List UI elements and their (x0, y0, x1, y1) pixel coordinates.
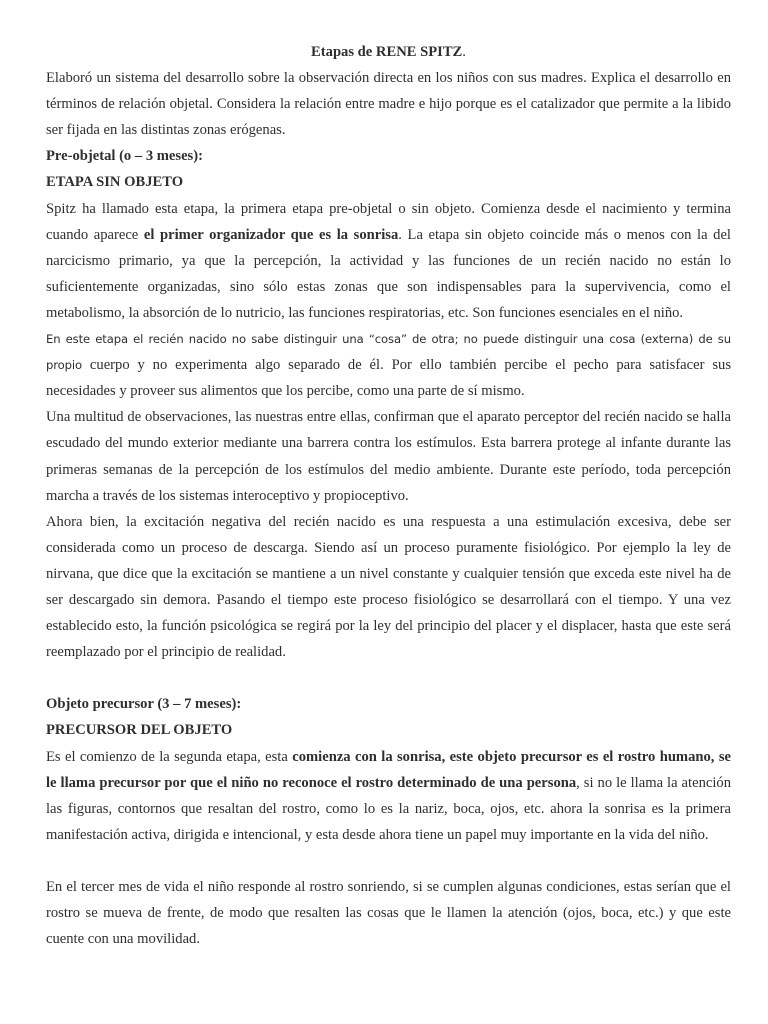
section2-subheading: PRECURSOR DEL OBJETO (46, 722, 233, 739)
section1-paragraph-4: Ahora bien, la excitación negativa del recién nacido es una respuesta a una estimulación excesiva, debe ser considerada como un proceso de descarga. Siendo así un proceso puramente fisiológico. Por ejemplo la ley de nirvana, que dice que la excitación se mantiene a un nivel constante y cualquier tensión que exceda este nivel ha de ser descargado sin demora. Pasando el tiempo este proceso fisiológico se desarrollará con el tiempo. Y una vez establecido esto, la función psicológica se regirá por la ley del principio del placer y el displacer, hasta que este será reemplazado por el principio de realidad. (46, 513, 731, 661)
blank-line (46, 665, 731, 691)
section2-p1-text-b: , si no le llama la atención las figuras, contornos que resaltan del rostro, como lo es la nariz, boca, ojos, etc. ahora la sonrisa es la primera manifestación activa, dirigida e intencional, y esta desde ahora tiene un papel muy importante en la vida del niño. (46, 774, 731, 843)
intro-paragraph: Elaboró un sistema del desarrollo sobre la observación directa en los niños con sus madres. Explica el desarrollo en términos de relación objetal. Considera la relación entre madre e hijo porque es el catalizador que permite a la libido ser fijada en las distintas zonas erógenas. (46, 70, 731, 139)
section1-paragraph-3: Una multitud de observaciones, las nuestras entre ellas, confirman que el aparato perceptor del recién nacido se halla escudado del mundo exterior mediante una barrera contra los estímulos. Esta barrera protege al infante durante las primeras semanas de la percepción de los estímulos del medio ambiente. Durante este período, toda percepción marcha a través de los sistemas interoceptivo y propioceptivo. (46, 409, 731, 504)
section1-p1-bold: el primer organizador que es la sonrisa (143, 226, 399, 243)
section2-heading: Objeto precursor (3 – 7 meses): (46, 696, 242, 713)
section1-paragraph-1 (46, 196, 731, 326)
section1-p2-text: cuerpo y no experimenta algo separado de él. Por ello también percibe el pecho para satisfacer sus necesidades y proveer sus alimentos que los percibe, como una parte de sí mismo. (46, 357, 731, 400)
document-title-punct: . (462, 44, 466, 60)
section1-p1-text-a: Spitz ha llamado esta etapa, la primera etapa pre-objetal o sin objeto. Comienza desde el nacimiento y termina cuando aparece (46, 200, 731, 243)
section1-p2-alt-font-text: En este etapa el recién nacido no sabe distinguir una “cosa” de otra; no puede distinguir una cosa (externa) de su propio (46, 332, 731, 373)
section1-subheading: ETAPA SIN OBJETO (46, 174, 184, 191)
document-title (46, 39, 731, 65)
section2-paragraph-1 (46, 744, 731, 848)
blank-line (46, 848, 731, 874)
section2-p1-bold: comienza con la sonrisa, este objeto precursor es el rostro humano, se le llama precursor por que el niño no reconoce el rostro determinado de una persona (46, 748, 731, 791)
section2-paragraph-2: En el tercer mes de vida el niño responde al rostro sonriendo, si se cumplen algunas condiciones, estas serían que el rostro se mueva de frente, de modo que resalten las cosas que le llamen la atención (ojos, boca, etc.) y que este cuente con una movilidad. (46, 879, 731, 948)
section1-paragraph-2 (46, 326, 731, 404)
document-title-text: Etapas de RENE SPITZ (311, 44, 463, 60)
section1-p1-text-b: . La etapa sin objeto coincide más o menos con la del narcicismo primario, ya que la percepción, la actividad y las funciones de un recién nacido no están lo suficientemente organizadas, sino sólo estas zonas que son indispensables para la supervivencia, como el metabolismo, la absorción de lo nutricio, las funciones respiratorias, etc. Son funciones esenciales en el niño. (46, 226, 731, 321)
section2-p1-text-a: Es el comienzo de la segunda etapa, esta (46, 748, 293, 765)
section1-heading: Pre-objetal (o – 3 meses): (46, 148, 203, 165)
